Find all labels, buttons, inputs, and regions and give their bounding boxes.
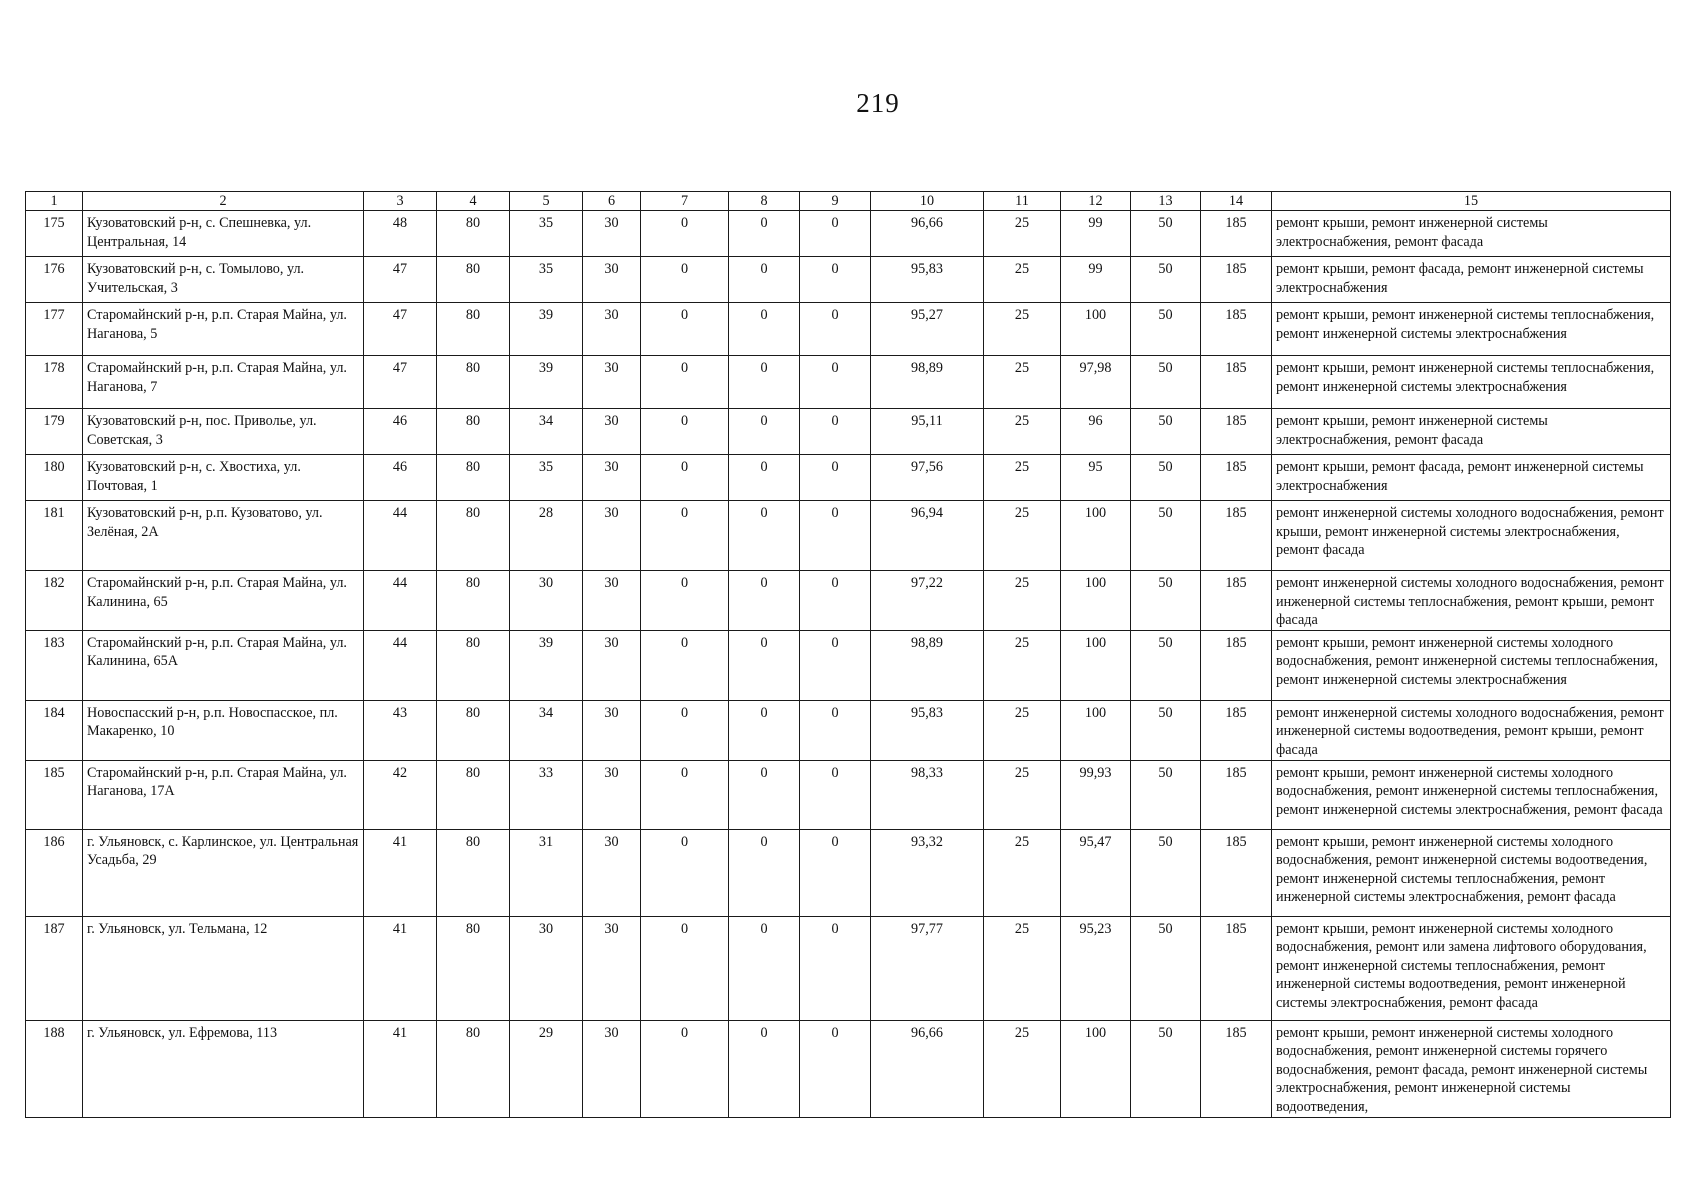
value-cell-c14: 185 [1201, 700, 1272, 760]
value-cell-c6: 30 [583, 916, 641, 1020]
value-cell-c3: 47 [364, 356, 437, 409]
value-cell-c8: 0 [729, 1020, 800, 1117]
value-cell-c13: 50 [1131, 760, 1201, 829]
value-cell-c10: 98,89 [871, 630, 984, 700]
row-number-cell: 187 [26, 916, 83, 1020]
value-cell-c12: 100 [1061, 630, 1131, 700]
value-cell-c12: 100 [1061, 571, 1131, 631]
value-cell-c7: 0 [641, 571, 729, 631]
works-cell: ремонт крыши, ремонт инженерной системы холодного водоснабжения, ремонт инженерной системы теплоснабжения, ремонт инженерной системы электроснабжения [1272, 630, 1671, 700]
works-cell: ремонт крыши, ремонт инженерной системы теплоснабжения, ремонт инженерной системы электроснабжения [1272, 303, 1671, 356]
value-cell-c10: 96,94 [871, 501, 984, 571]
value-cell-c13: 50 [1131, 356, 1201, 409]
works-cell: ремонт крыши, ремонт фасада, ремонт инженерной системы электроснабжения [1272, 257, 1671, 303]
row-number-cell: 175 [26, 211, 83, 257]
page-number-text: 219 [856, 88, 900, 118]
value-cell-c5: 39 [510, 356, 583, 409]
value-cell-c3: 48 [364, 211, 437, 257]
value-cell-c4: 80 [437, 356, 510, 409]
value-cell-c9: 0 [800, 829, 871, 916]
value-cell-c3: 41 [364, 829, 437, 916]
value-cell-c13: 50 [1131, 1020, 1201, 1117]
column-number-5: 5 [510, 192, 583, 211]
value-cell-c3: 43 [364, 700, 437, 760]
value-cell-c13: 50 [1131, 501, 1201, 571]
value-cell-c9: 0 [800, 630, 871, 700]
value-cell-c9: 0 [800, 455, 871, 501]
value-cell-c6: 30 [583, 356, 641, 409]
table-row [26, 700, 1671, 760]
value-cell-c12: 100 [1061, 700, 1131, 760]
value-cell-c3: 44 [364, 630, 437, 700]
value-cell-c11: 25 [984, 916, 1061, 1020]
works-cell: ремонт крыши, ремонт инженерной системы электроснабжения, ремонт фасада [1272, 409, 1671, 455]
row-number-cell: 181 [26, 501, 83, 571]
table-row [26, 1020, 1671, 1117]
table-row [26, 211, 1671, 257]
column-number-9: 9 [800, 192, 871, 211]
table-row [26, 829, 1671, 916]
address-cell: Кузоватовский р-н, р.п. Кузоватово, ул. Зелёная, 2А [83, 501, 364, 571]
address-cell: Кузоватовский р-н, с. Спешневка, ул. Центральная, 14 [83, 211, 364, 257]
value-cell-c7: 0 [641, 829, 729, 916]
value-cell-c8: 0 [729, 257, 800, 303]
value-cell-c10: 95,11 [871, 409, 984, 455]
value-cell-c12: 99 [1061, 257, 1131, 303]
value-cell-c5: 35 [510, 257, 583, 303]
column-number-1: 1 [26, 192, 83, 211]
value-cell-c11: 25 [984, 455, 1061, 501]
value-cell-c11: 25 [984, 501, 1061, 571]
register-table [25, 191, 1671, 1118]
value-cell-c12: 95,47 [1061, 829, 1131, 916]
works-cell: ремонт крыши, ремонт инженерной системы холодного водоснабжения, ремонт инженерной системы водоотведения, ремонт инженерной системы теплоснабжения, ремонт инженерной системы электроснабжения, ремонт фасада [1272, 829, 1671, 916]
row-number-cell: 178 [26, 356, 83, 409]
value-cell-c7: 0 [641, 700, 729, 760]
value-cell-c9: 0 [800, 501, 871, 571]
value-cell-c9: 0 [800, 211, 871, 257]
value-cell-c5: 30 [510, 571, 583, 631]
address-cell: Старомайнский р-н, р.п. Старая Майна, ул. Наганова, 5 [83, 303, 364, 356]
row-number-cell: 177 [26, 303, 83, 356]
value-cell-c7: 0 [641, 630, 729, 700]
table-row [26, 409, 1671, 455]
value-cell-c11: 25 [984, 356, 1061, 409]
value-cell-c8: 0 [729, 409, 800, 455]
value-cell-c5: 35 [510, 211, 583, 257]
works-cell: ремонт крыши, ремонт инженерной системы холодного водоснабжения, ремонт инженерной системы горячего водоснабжения, ремонт фасада, ремонт инженерной системы электроснабжения, ремонт инженерной системы водоотведения, [1272, 1020, 1671, 1117]
value-cell-c11: 25 [984, 829, 1061, 916]
value-cell-c14: 185 [1201, 211, 1272, 257]
value-cell-c4: 80 [437, 916, 510, 1020]
value-cell-c6: 30 [583, 409, 641, 455]
column-number-3: 3 [364, 192, 437, 211]
value-cell-c5: 30 [510, 916, 583, 1020]
column-number-14: 14 [1201, 192, 1272, 211]
value-cell-c12: 95 [1061, 455, 1131, 501]
table-row [26, 455, 1671, 501]
value-cell-c4: 80 [437, 211, 510, 257]
value-cell-c9: 0 [800, 356, 871, 409]
value-cell-c3: 47 [364, 303, 437, 356]
value-cell-c14: 185 [1201, 455, 1272, 501]
row-number-cell: 186 [26, 829, 83, 916]
row-number-cell: 179 [26, 409, 83, 455]
value-cell-c3: 41 [364, 916, 437, 1020]
value-cell-c8: 0 [729, 916, 800, 1020]
value-cell-c5: 39 [510, 303, 583, 356]
value-cell-c6: 30 [583, 501, 641, 571]
value-cell-c4: 80 [437, 571, 510, 631]
address-cell: г. Ульяновск, ул. Тельмана, 12 [83, 916, 364, 1020]
row-number-cell: 188 [26, 1020, 83, 1117]
value-cell-c11: 25 [984, 303, 1061, 356]
value-cell-c5: 33 [510, 760, 583, 829]
address-cell: Старомайнский р-н, р.п. Старая Майна, ул. Наганова, 17А [83, 760, 364, 829]
value-cell-c8: 0 [729, 211, 800, 257]
value-cell-c11: 25 [984, 700, 1061, 760]
value-cell-c7: 0 [641, 501, 729, 571]
works-cell: ремонт крыши, ремонт инженерной системы холодного водоснабжения, ремонт инженерной системы теплоснабжения, ремонт инженерной системы электроснабжения, ремонт фасада [1272, 760, 1671, 829]
value-cell-c10: 97,77 [871, 916, 984, 1020]
works-cell: ремонт инженерной системы холодного водоснабжения, ремонт инженерной системы водоотведения, ремонт крыши, ремонт фасада [1272, 700, 1671, 760]
value-cell-c11: 25 [984, 257, 1061, 303]
value-cell-c12: 95,23 [1061, 916, 1131, 1020]
value-cell-c13: 50 [1131, 211, 1201, 257]
value-cell-c8: 0 [729, 571, 800, 631]
value-cell-c6: 30 [583, 571, 641, 631]
value-cell-c8: 0 [729, 455, 800, 501]
value-cell-c7: 0 [641, 455, 729, 501]
value-cell-c6: 30 [583, 1020, 641, 1117]
value-cell-c9: 0 [800, 1020, 871, 1117]
value-cell-c6: 30 [583, 211, 641, 257]
column-number-12: 12 [1061, 192, 1131, 211]
row-number-cell: 183 [26, 630, 83, 700]
address-cell: Кузоватовский р-н, с. Хвостиха, ул. Почтовая, 1 [83, 455, 364, 501]
value-cell-c7: 0 [641, 303, 729, 356]
value-cell-c14: 185 [1201, 1020, 1272, 1117]
value-cell-c9: 0 [800, 303, 871, 356]
value-cell-c14: 185 [1201, 760, 1272, 829]
table-row [26, 760, 1671, 829]
table-row [26, 571, 1671, 631]
value-cell-c9: 0 [800, 409, 871, 455]
value-cell-c5: 34 [510, 700, 583, 760]
value-cell-c13: 50 [1131, 630, 1201, 700]
value-cell-c6: 30 [583, 455, 641, 501]
value-cell-c7: 0 [641, 916, 729, 1020]
value-cell-c11: 25 [984, 630, 1061, 700]
value-cell-c13: 50 [1131, 829, 1201, 916]
value-cell-c10: 93,32 [871, 829, 984, 916]
value-cell-c5: 39 [510, 630, 583, 700]
value-cell-c10: 95,83 [871, 700, 984, 760]
value-cell-c12: 99 [1061, 211, 1131, 257]
column-number-row [26, 192, 1671, 211]
value-cell-c13: 50 [1131, 700, 1201, 760]
value-cell-c13: 50 [1131, 455, 1201, 501]
value-cell-c8: 0 [729, 501, 800, 571]
value-cell-c5: 31 [510, 829, 583, 916]
value-cell-c4: 80 [437, 257, 510, 303]
value-cell-c10: 97,22 [871, 571, 984, 631]
value-cell-c7: 0 [641, 356, 729, 409]
value-cell-c14: 185 [1201, 356, 1272, 409]
works-cell: ремонт крыши, ремонт инженерной системы электроснабжения, ремонт фасада [1272, 211, 1671, 257]
value-cell-c6: 30 [583, 700, 641, 760]
works-cell: ремонт инженерной системы холодного водоснабжения, ремонт инженерной системы теплоснабжения, ремонт крыши, ремонт фасада [1272, 571, 1671, 631]
value-cell-c4: 80 [437, 829, 510, 916]
value-cell-c12: 100 [1061, 303, 1131, 356]
value-cell-c12: 100 [1061, 1020, 1131, 1117]
table-row [26, 303, 1671, 356]
value-cell-c8: 0 [729, 700, 800, 760]
value-cell-c9: 0 [800, 916, 871, 1020]
value-cell-c13: 50 [1131, 916, 1201, 1020]
value-cell-c13: 50 [1131, 303, 1201, 356]
value-cell-c3: 44 [364, 571, 437, 631]
value-cell-c5: 34 [510, 409, 583, 455]
value-cell-c14: 185 [1201, 829, 1272, 916]
value-cell-c13: 50 [1131, 257, 1201, 303]
value-cell-c7: 0 [641, 257, 729, 303]
value-cell-c4: 80 [437, 700, 510, 760]
value-cell-c7: 0 [641, 1020, 729, 1117]
value-cell-c10: 97,56 [871, 455, 984, 501]
value-cell-c7: 0 [641, 211, 729, 257]
value-cell-c4: 80 [437, 501, 510, 571]
value-cell-c12: 100 [1061, 501, 1131, 571]
row-number-cell: 176 [26, 257, 83, 303]
value-cell-c14: 185 [1201, 257, 1272, 303]
column-number-7: 7 [641, 192, 729, 211]
value-cell-c9: 0 [800, 571, 871, 631]
value-cell-c3: 46 [364, 455, 437, 501]
value-cell-c4: 80 [437, 630, 510, 700]
row-number-cell: 184 [26, 700, 83, 760]
value-cell-c3: 44 [364, 501, 437, 571]
value-cell-c10: 96,66 [871, 211, 984, 257]
value-cell-c7: 0 [641, 409, 729, 455]
value-cell-c11: 25 [984, 409, 1061, 455]
table-row [26, 356, 1671, 409]
value-cell-c6: 30 [583, 257, 641, 303]
value-cell-c4: 80 [437, 455, 510, 501]
value-cell-c12: 97,98 [1061, 356, 1131, 409]
value-cell-c6: 30 [583, 630, 641, 700]
column-number-2: 2 [83, 192, 364, 211]
column-number-4: 4 [437, 192, 510, 211]
column-number-11: 11 [984, 192, 1061, 211]
value-cell-c10: 95,83 [871, 257, 984, 303]
column-number-13: 13 [1131, 192, 1201, 211]
value-cell-c4: 80 [437, 1020, 510, 1117]
value-cell-c9: 0 [800, 700, 871, 760]
value-cell-c4: 80 [437, 303, 510, 356]
value-cell-c3: 46 [364, 409, 437, 455]
value-cell-c14: 185 [1201, 571, 1272, 631]
value-cell-c10: 96,66 [871, 1020, 984, 1117]
value-cell-c14: 185 [1201, 501, 1272, 571]
value-cell-c3: 42 [364, 760, 437, 829]
value-cell-c14: 185 [1201, 409, 1272, 455]
column-number-10: 10 [871, 192, 984, 211]
page-number [0, 88, 1696, 119]
value-cell-c14: 185 [1201, 303, 1272, 356]
column-number-6: 6 [583, 192, 641, 211]
value-cell-c4: 80 [437, 760, 510, 829]
value-cell-c13: 50 [1131, 571, 1201, 631]
value-cell-c14: 185 [1201, 916, 1272, 1020]
value-cell-c8: 0 [729, 356, 800, 409]
value-cell-c10: 98,89 [871, 356, 984, 409]
value-cell-c6: 30 [583, 829, 641, 916]
value-cell-c3: 41 [364, 1020, 437, 1117]
address-cell: Старомайнский р-н, р.п. Старая Майна, ул. Калинина, 65А [83, 630, 364, 700]
column-number-8: 8 [729, 192, 800, 211]
table-row [26, 257, 1671, 303]
value-cell-c10: 98,33 [871, 760, 984, 829]
table-row [26, 630, 1671, 700]
value-cell-c4: 80 [437, 409, 510, 455]
value-cell-c6: 30 [583, 303, 641, 356]
value-cell-c8: 0 [729, 829, 800, 916]
value-cell-c5: 35 [510, 455, 583, 501]
value-cell-c5: 29 [510, 1020, 583, 1117]
value-cell-c12: 96 [1061, 409, 1131, 455]
address-cell: г. Ульяновск, ул. Ефремова, 113 [83, 1020, 364, 1117]
value-cell-c8: 0 [729, 630, 800, 700]
row-number-cell: 182 [26, 571, 83, 631]
works-cell: ремонт крыши, ремонт инженерной системы холодного водоснабжения, ремонт или замена лифтового оборудования, ремонт инженерной системы теплоснабжения, ремонт инженерной системы водоотведения, ремонт инженерной системы электроснабжения, ремонт фасада [1272, 916, 1671, 1020]
table-row [26, 501, 1671, 571]
value-cell-c9: 0 [800, 760, 871, 829]
value-cell-c11: 25 [984, 211, 1061, 257]
row-number-cell: 180 [26, 455, 83, 501]
value-cell-c14: 185 [1201, 630, 1272, 700]
table-row [26, 916, 1671, 1020]
value-cell-c8: 0 [729, 760, 800, 829]
value-cell-c5: 28 [510, 501, 583, 571]
address-cell: Старомайнский р-н, р.п. Старая Майна, ул. Калинина, 65 [83, 571, 364, 631]
value-cell-c6: 30 [583, 760, 641, 829]
address-cell: Кузоватовский р-н, с. Томылово, ул. Учительская, 3 [83, 257, 364, 303]
address-cell: Старомайнский р-н, р.п. Старая Майна, ул. Наганова, 7 [83, 356, 364, 409]
value-cell-c12: 99,93 [1061, 760, 1131, 829]
works-cell: ремонт инженерной системы холодного водоснабжения, ремонт крыши, ремонт инженерной системы электроснабжения, ремонт фасада [1272, 501, 1671, 571]
value-cell-c10: 95,27 [871, 303, 984, 356]
works-cell: ремонт крыши, ремонт инженерной системы теплоснабжения, ремонт инженерной системы электроснабжения [1272, 356, 1671, 409]
value-cell-c13: 50 [1131, 409, 1201, 455]
value-cell-c11: 25 [984, 571, 1061, 631]
value-cell-c8: 0 [729, 303, 800, 356]
value-cell-c3: 47 [364, 257, 437, 303]
value-cell-c11: 25 [984, 1020, 1061, 1117]
row-number-cell: 185 [26, 760, 83, 829]
value-cell-c11: 25 [984, 760, 1061, 829]
value-cell-c7: 0 [641, 760, 729, 829]
address-cell: Новоспасский р-н, р.п. Новоспасское, пл. Макаренко, 10 [83, 700, 364, 760]
register-table-body [26, 192, 1671, 1118]
address-cell: Кузоватовский р-н, пос. Приволье, ул. Советская, 3 [83, 409, 364, 455]
column-number-15: 15 [1272, 192, 1671, 211]
works-cell: ремонт крыши, ремонт фасада, ремонт инженерной системы электроснабжения [1272, 455, 1671, 501]
value-cell-c9: 0 [800, 257, 871, 303]
address-cell: г. Ульяновск, с. Карлинское, ул. Центральная Усадьба, 29 [83, 829, 364, 916]
